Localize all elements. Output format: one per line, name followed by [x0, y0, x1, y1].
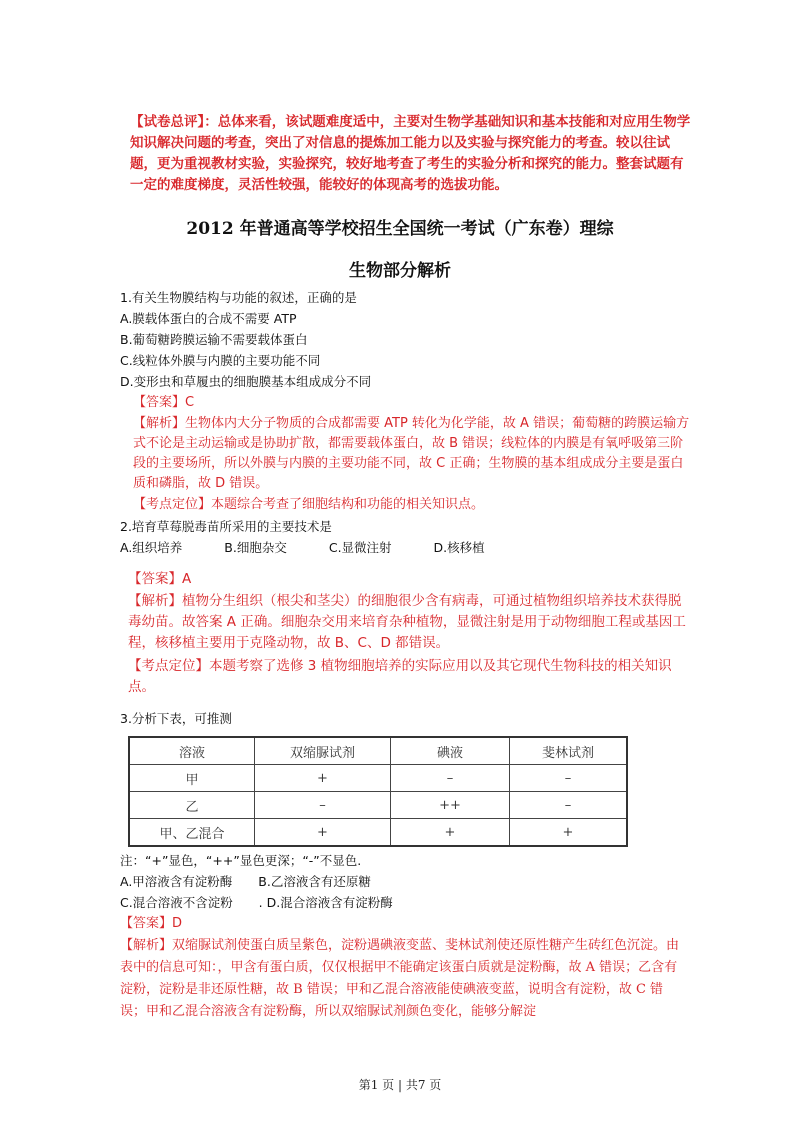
- table-cell: –: [255, 792, 391, 819]
- table-cell: –: [391, 765, 510, 792]
- table-cell: +: [510, 819, 628, 847]
- q2-option-d: D.核移植: [433, 540, 485, 555]
- q1-stem: 1.有关生物膜结构与功能的叙述，正确的是: [120, 290, 357, 305]
- q2-options: [120, 539, 523, 557]
- page-subtitle: 生物部分解析: [349, 261, 451, 281]
- q1-option-a: A.膜载体蛋白的合成不需要 ATP: [120, 311, 297, 326]
- experiment-table: [128, 736, 628, 847]
- table-header: 双缩脲试剂: [255, 737, 391, 765]
- q1-answer: 【答案】C: [133, 395, 195, 410]
- q2-answer: 【答案】A: [128, 571, 192, 587]
- q3-option-d: . D.混合溶液含有淀粉酶: [258, 895, 393, 910]
- table-cell: +: [255, 765, 391, 792]
- q1-option-c: C.线粒体外膜与内膜的主要功能不同: [120, 353, 321, 368]
- table-row: [129, 792, 627, 819]
- table-header: 碘液: [391, 737, 510, 765]
- q3-options-row1: [120, 873, 371, 891]
- table-header: 溶液: [129, 737, 255, 765]
- q3-stem: 3.分析下表，可推测: [120, 711, 232, 726]
- table-cell: 乙: [129, 792, 255, 819]
- table-header-row: [129, 737, 627, 765]
- table-header: 斐林试剂: [510, 737, 628, 765]
- table-cell: 甲、乙混合: [129, 819, 255, 847]
- q2-option-c: C.显微注射: [328, 540, 392, 555]
- q3-analysis: 【解析】双缩脲试剂使蛋白质呈紫色，淀粉遇碘液变蓝、斐林试剂使还原性糖产生砖红色沉淀。由表中的信息可知：，甲含有蛋白质，仅仅根据甲不能确定该蛋白质就是淀粉酶，故 A 错误；乙含有淀粉，淀粉是非还原性糖，故 B 错误；甲和乙混合溶液能使碘液变蓝，说明含有淀粉，故 C 错误；甲和乙混合溶液含有淀粉酶，所以双缩脲试剂颜色变化，能够分解淀: [120, 938, 680, 1019]
- table-cell: –: [510, 792, 628, 819]
- q3-option-b: B.乙溶液含有还原糖: [258, 874, 371, 889]
- q2-point: 【考点定位】本题考察了选修 3 植物细胞培养的实际应用以及其它现代生物科技的相关知识点。: [128, 658, 672, 695]
- q3-note: 注：“+”显色，“++”显色更深；“-”不显色.: [120, 853, 362, 868]
- q1-analysis: 【解析】生物体内大分子物质的合成都需要 ATP 转化为化学能，故 A 错误；葡萄糖的跨膜运输方式不论是主动运输或是协助扩散，都需要载体蛋白，故 B 错误；线粒体的内膜是有氧呼吸第三阶段的主要场所，所以外膜与内膜的主要功能不同，故 C 正确；生物膜的基本组成成分主要是蛋白质和磷脂，故 D 错误。: [133, 416, 690, 491]
- table-cell: ++: [391, 792, 510, 819]
- exam-summary: 【试卷总评】：总体来看，该试题难度适中，主要对生物学基础知识和基本技能和对应用生物学知识解决问题的考查，突出了对信息的提炼加工能力以及实验与探究能力的考查。较以往试题，更为重视教材实验，实验探究，较好地考查了考生的实验分析和探究的能力。整套试题有一定的难度梯度，灵活性较强，能较好的体现高考的选拔功能。: [130, 114, 691, 193]
- table-cell: –: [510, 765, 628, 792]
- q1-option-d: D.变形虫和草履虫的细胞膜基本组成成分不同: [120, 374, 372, 389]
- table-cell: 甲: [129, 765, 255, 792]
- q3-option-a: A.甲溶液含有淀粉酶: [120, 874, 233, 889]
- q3-answer: 【答案】D: [120, 916, 183, 931]
- table-cell: +: [255, 819, 391, 847]
- table-row: [129, 765, 627, 792]
- q3-options-row2: [120, 894, 393, 912]
- q2-analysis: 【解析】植物分生组织（根尖和茎尖）的细胞很少含有病毒，可通过植物组织培养技术获得脱毒幼苗。故答案 A 正确。细胞杂交用来培育杂种植物，显微注射是用于动物细胞工程或基因工程，核移植主要用于克隆动物，故 B、C、D 都错误。: [128, 593, 686, 651]
- q2-option-b: B.细胞杂交: [224, 540, 287, 555]
- q1-point: 【考点定位】本题综合考查了细胞结构和功能的相关知识点。: [133, 497, 485, 512]
- page-footer: 第1 页 | 共7 页: [358, 1078, 442, 1092]
- q3-option-c: C.混合溶液不含淀粉: [120, 895, 233, 910]
- q2-stem: 2.培育草莓脱毒苗所采用的主要技术是: [120, 519, 332, 534]
- table-row: [129, 819, 627, 847]
- page-title: 2012 年普通高等学校招生全国统一考试（广东卷）理综: [186, 219, 614, 239]
- q1-option-b: B.葡萄糖跨膜运输不需要载体蛋白: [120, 332, 308, 347]
- q2-option-a: A.组织培养: [120, 540, 183, 555]
- table-cell: +: [391, 819, 510, 847]
